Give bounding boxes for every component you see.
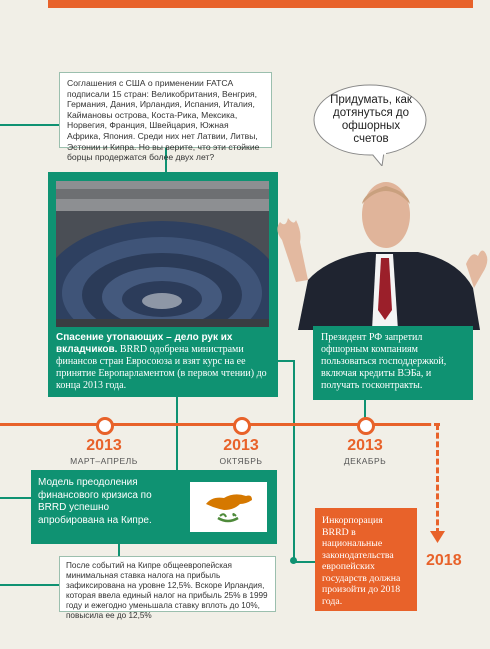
timeline-period-2: ОКТЯБРЬ — [219, 456, 263, 466]
cyprus-flag-icon — [190, 482, 267, 532]
connector-left-fatca — [0, 124, 59, 126]
incorporation-text: Инкорпорация BRRD в национальные законодательства европейских государств должна произойти до 2018 года. — [322, 515, 401, 607]
timeline-node-1 — [96, 417, 114, 435]
timeline-year-3: 2013 — [347, 437, 383, 454]
fatca-text: Соглашения с США о применении FATCA подписали 15 стран: Великобритания, Венгрия, Германия, Дания, Ирландия, Испания, Италия, Каймановы острова, Коста-Рика, Мексика, Норвегия, Франция, Швейцария, Южная Африка, Япония. Среди них нет Латвии, Литвы, Эстонии и Кипра. Но вы верите, что эти стойкие борцы продержатся более двух лет? — [67, 78, 260, 163]
brrd-lead: Спасение утопающих – дело рук их вкладчиков. — [56, 332, 233, 355]
connector-left-note — [0, 584, 59, 586]
brrd-body: BRRD одобрена министрами финансов стран Евросоюза и взят курс на ее принятие Европарламентом (в первом чтении) до конца 2013 года. — [56, 344, 267, 391]
parliament-photo — [56, 181, 269, 327]
cyprus-text: Модель преодоления финансового кризиса по BRRD успешно апробирована на Кипре. — [38, 477, 152, 526]
timeline-period-3: ДЕКАБРЬ — [343, 456, 387, 466]
timeline-year-2: 2013 — [223, 437, 259, 454]
brrd-text — [56, 332, 276, 392]
timeline-node-2 — [233, 417, 251, 435]
connector-brrd-right — [278, 360, 294, 362]
president-box — [313, 326, 473, 400]
connector-left-cyprus — [0, 497, 31, 499]
connector-president-down — [364, 400, 366, 418]
timeline-node-3 — [357, 417, 375, 435]
arrow-down-icon — [430, 531, 445, 543]
connector-brrd-down — [176, 397, 178, 470]
president-photo — [268, 170, 490, 330]
timeline-year-1: 2013 — [86, 437, 122, 454]
connector-cyprus-note — [118, 544, 120, 556]
timeline-period-1: МАРТ–АПРЕЛЬ — [70, 456, 138, 466]
top-accent-bar — [48, 0, 473, 8]
speech-bubble-text: Придумать, как дотянуться до офшорных счетов — [330, 94, 412, 145]
tax-note-text: После событий на Кипре общеевропейская минимальная ставка налога на прибыль зафиксирована на уровне 12,5%. Вскоре Ирландия, которая ввела единый налог на прибыль 25% в 1999 году и ежегодно уменьшала ставку вплоть до 10%, повысила ее до 12,5% — [66, 561, 268, 620]
tax-note-box — [59, 556, 276, 620]
timeline-year-4: 2018 — [426, 552, 462, 569]
president-text: Президент РФ запретил офшорным компаниям пользоваться господдержкой, включая кредиты ВЭБа, и получать госконтракты. — [321, 332, 447, 391]
connector-incorp-vert — [293, 360, 295, 563]
fatca-box — [59, 72, 272, 163]
timeline-dashed — [372, 423, 440, 426]
incorporation-box — [315, 508, 417, 611]
timeline-dashed-down — [436, 424, 439, 534]
connector-dot — [290, 557, 297, 564]
